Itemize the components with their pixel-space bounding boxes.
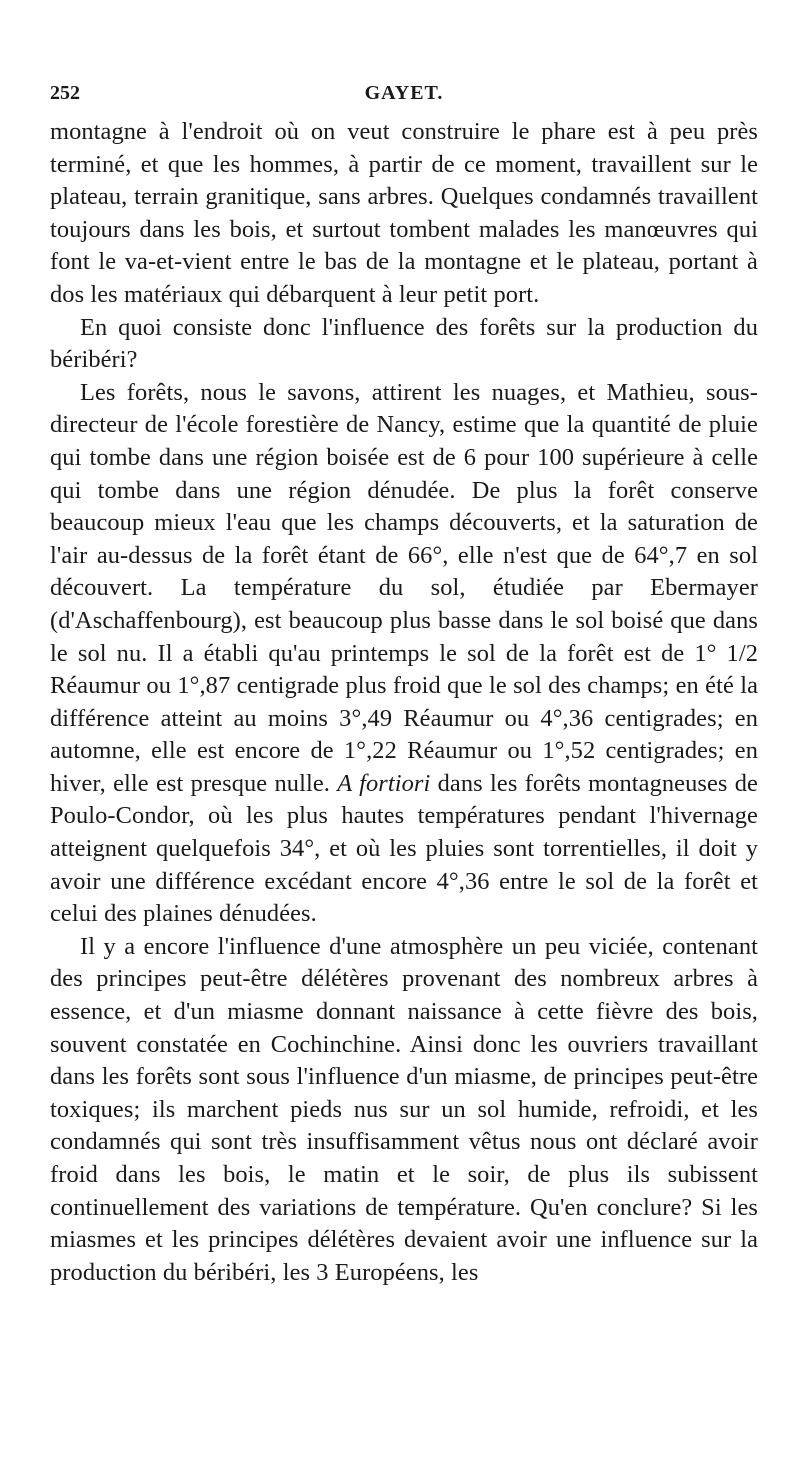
body-text <box>50 116 758 1289</box>
paragraph-miasma: Il y a encore l'influence d'une atmosphère un peu viciée, contenant des principes peut-être délétères provenant des nombreux arbres à essence, et d'un miasme donnant naissance à cette fièvre des bois, souvent constatée en Cochinchine. Ainsi donc les ouvriers travaillant dans les forêts sont sous l'influence d'un miasme, de principes peut-être toxiques; ils marchent pieds nus sur un sol humide, refroidi, et les condamnés qui sont très insuffisamment vêtus nous ont déclaré avoir froid dans les bois, le matin et le soir, de plus ils subissent continuellement des variations de température. Qu'en conclure? Si les miasmes et les principes délétères devaient avoir une influence sur la production du béribéri, les 3 Européens, les <box>50 932 758 1286</box>
running-title: GAYET. <box>364 82 444 104</box>
paragraph-continuation: montagne à l'endroit où on veut construire le phare est à peu près terminé, et que les hommes, à partir de ce moment, travaillent sur le plateau, terrain granitique, sans arbres. Quelques condamnés travaillent toujours dans les bois, et surtout tombent malades les manœuvres qui font le va-et-vient entre le bas de la montagne et le plateau, portant à dos les matériaux qui débarquent à leur petit port. <box>50 118 758 308</box>
paragraph-forests <box>50 377 758 931</box>
running-head <box>50 82 758 116</box>
italic-phrase: A fortiori <box>337 769 431 797</box>
page-number: 252 <box>50 82 80 104</box>
paragraph-forests-continuation: dans les forêts montagneuses de Poulo-Condor, où les plus hautes températures pendant l'hivernage atteignent quelquefois 34°, et où les pluies sont torrentielles, il doit y avoir une différence excédant encore 4°,36 entre le sol de la forêt et celui des plaines dénudées. <box>50 769 758 928</box>
paragraph-question: En quoi consiste donc l'influence des forêts sur la production du béribéri? <box>50 313 758 374</box>
paragraph-forests-text: Les forêts, nous le savons, attirent les nuages, et Mathieu, sous-directeur de l'école forestière de Nancy, estime que la quantité de pluie qui tombe dans une région boisée est de 6 pour 100 supérieure à celle qui tombe dans une région dénudée. De plus la forêt conserve beaucoup mieux l'eau que les champs découverts, et la saturation de l'air au-dessus de la forêt étant de 66°, elle n'est que de 64°,7 en sol découvert. La température du sol, étudiée par Ebermayer (d'Aschaffenbourg), est beaucoup plus basse dans le sol boisé que dans le sol nu. Il a établi qu'au printemps le sol de la forêt est de 1° 1/2 Réaumur ou 1°,87 centigrade plus froid que le sol des champs; en été la différence atteint au moins 3°,49 Réaumur ou 4°,36 centigrades; en automne, elle est encore de 1°,22 Réaumur ou 1°,52 centigrades; en hiver, elle est presque nulle. <box>50 378 758 797</box>
